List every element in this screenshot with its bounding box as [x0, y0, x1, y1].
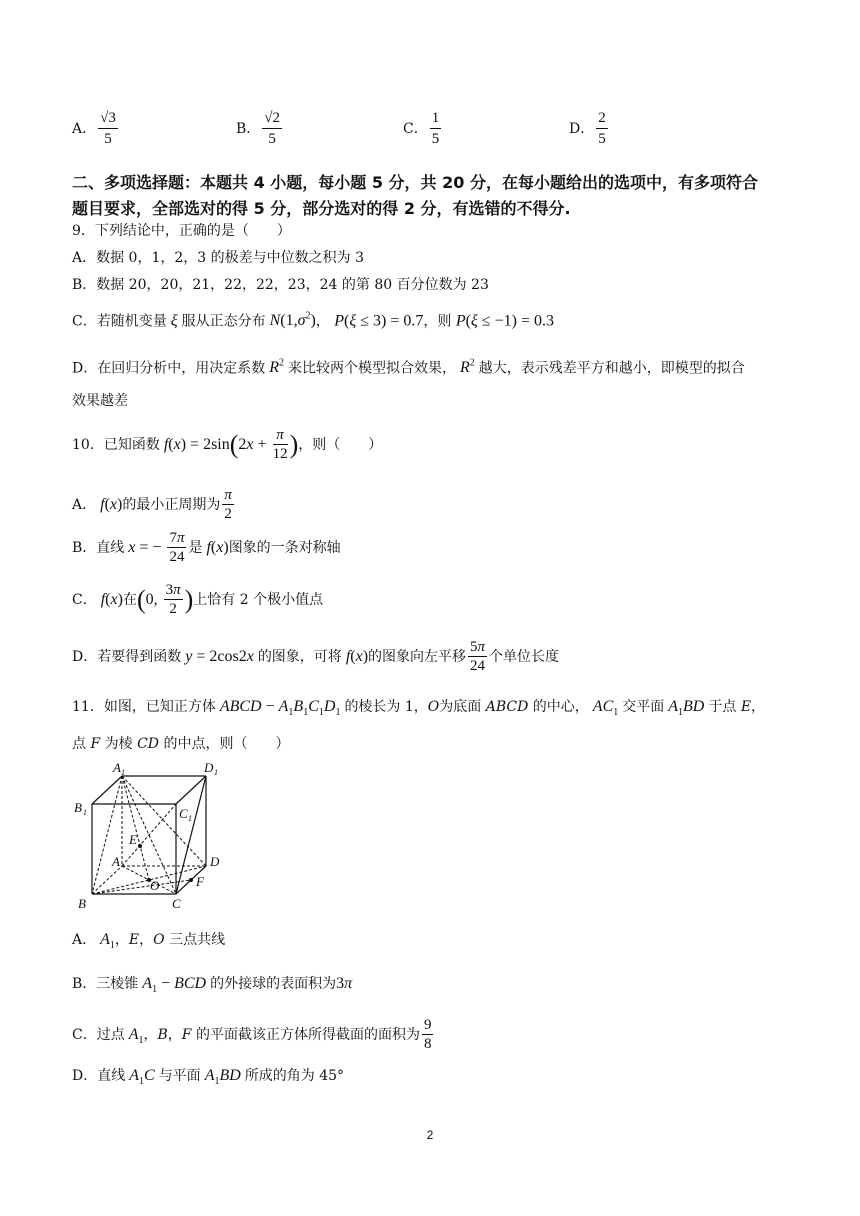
- cube-figure: [72, 762, 232, 912]
- q10-stem: 10．已知函数 f(x) = 2sin(2x + $\frac{\pi}{12}$ )，则（ ）: [72, 427, 383, 462]
- q10-option-d: D．若要得到函数 y = 2cos2x 的图象，可将 f(x)的图象向左平移 $\frac{5\pi}{24}$ 个单位长度: [72, 639, 560, 674]
- label-a1-sub: 1: [121, 768, 125, 777]
- q10-option-b: B．直线 x = − $\frac{7\pi}{24}$ 是 f(x)图象的一条对称轴: [72, 530, 341, 565]
- q8-option-a: A． $\frac{√3}{5}$: [72, 110, 116, 147]
- q11-option-a: A． $A_1$，E，O 三点共线: [72, 931, 226, 952]
- q9-option-c: C．若随机变量 ξ 服从正态分布 $N(1,\sigma^2)$， P(ξ ≤ 3) = 0.7，则 P(ξ ≤ −1) = 0.3: [72, 311, 554, 330]
- q10-option-a: A． f(x)的最小正周期为 $\frac{\pi}{2}$: [72, 487, 232, 522]
- q10-option-c: C． f(x)在(0, $\frac{3\pi}{2}$ )上恰有 2 个极小值点: [72, 582, 324, 617]
- label-a: A: [112, 854, 120, 869]
- q11-option-c: C．过点 $A_1$，B，F 的平面截该正方体所得截面的面积为 $\frac{9}{8}$: [72, 1017, 432, 1052]
- label-c: C: [172, 896, 181, 911]
- q8-option-b: B． $\frac{√2}{5}$: [236, 110, 281, 147]
- q11-stem-line1: 11．如图，已知正方体 ABCD − $A_1B_1C_1D_1$ 的棱长为 1，O为底面 ABCD 的中心， $AC_1$ 交平面 $A_1BD$ 于点 E，: [72, 698, 766, 719]
- label-o: O: [150, 878, 160, 893]
- label-b1-sub: 1: [83, 808, 87, 817]
- label-f: F: [196, 874, 204, 889]
- label-e: E: [129, 832, 137, 847]
- q11-option-d: D．直线 $A_1C$ 与平面 $A_1BD$ 所成的角为 45°: [72, 1067, 345, 1088]
- q11-option-b: B．三棱锥 $A_1$ − BCD 的外接球的表面积为3π: [72, 975, 353, 996]
- label-d: D: [210, 854, 220, 869]
- q9-option-d-line1: D．在回归分析中，用决定系数 $R^2$ 来比较两个模型拟合效果， $R^2$ 越大，表示残差平方和越小，即模型的拟合: [72, 358, 745, 377]
- label-b1: B: [74, 800, 82, 815]
- label-d1: D: [204, 762, 214, 775]
- label-a1: A: [113, 762, 121, 775]
- label-d1-sub: 1: [214, 768, 218, 777]
- q9-option-d-line2: 效果越差: [72, 393, 128, 409]
- q11-stem-line2: 点 F 为棱 CD 的中点，则（ ）: [72, 736, 290, 752]
- label-c1-sub: 1: [188, 814, 192, 823]
- section-heading-line1: 二、多项选择题：本题共 4 小题，每小题 5 分，共 20 分，在每小题给出的选项中，有多项符合: [72, 173, 758, 192]
- page-number: 2: [426, 1128, 434, 1142]
- q9-option-b: B．数据 20，20，21，22，22，23，24 的第 80 百分位数为 23: [72, 277, 489, 293]
- q8-option-d: D． $\frac{2}{5}$: [569, 110, 606, 147]
- label-b: B: [78, 896, 86, 911]
- label-c1: C: [179, 806, 188, 821]
- q8-option-c: C． $\frac{1}{5}$: [403, 110, 440, 147]
- section-heading-line2: 题目要求，全部选对的得 5 分，部分选对的得 2 分，有选错的不得分.: [72, 199, 571, 218]
- q9-stem: 9．下列结论中，正确的是（ ）: [72, 223, 291, 239]
- q9-option-a: A．数据 0，1，2，3 的极差与中位数之积为 3: [72, 250, 364, 266]
